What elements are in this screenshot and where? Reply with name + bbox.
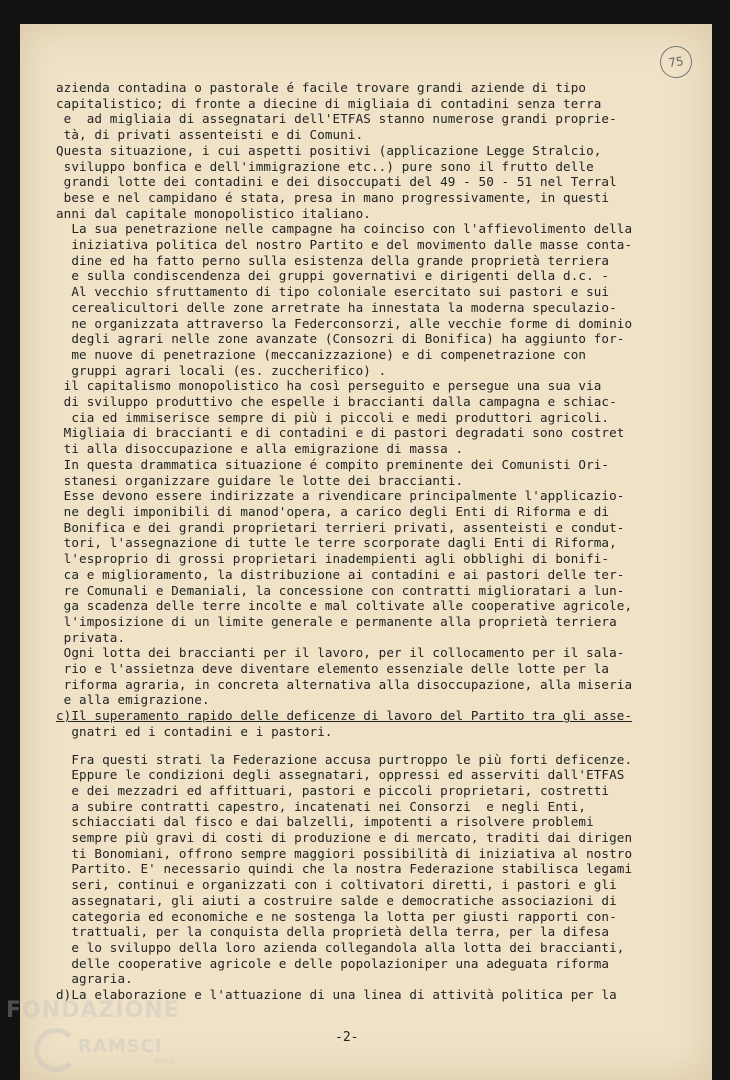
text-line: Fra questi strati la Federazione accusa purtroppo le più forti deficenze. [56, 751, 633, 767]
text-line: rio e l'assietnza deve diventare elemento essenziale delle lotte per la [56, 661, 610, 677]
text-line: Eppure le condizioni degli assegnatari, oppressi ed asserviti dall'ETFAS [56, 767, 625, 783]
document-page [20, 24, 712, 1080]
text-line: tà, di privati assenteisti e di Comuni. [56, 127, 364, 143]
text-line: Ogni lotta dei braccianti per il lavoro, per il collocamento per il sala- [56, 645, 625, 661]
text-line: privata. [56, 629, 126, 645]
text-line: e sulla condiscendenza dei gruppi governativi e dirigenti della d.c. - [56, 268, 610, 284]
text-line: di sviluppo produttivo che espelle i braccianti dalla campagna e schiac- [56, 394, 617, 410]
text-line: delle cooperative agricole e delle popolazioniper una adeguata riforma [56, 955, 610, 971]
watermark-line2: RAMSCI [78, 1036, 163, 1057]
text-line: il capitalismo monopolistico ha così perseguito e persegue una sua via [56, 378, 602, 394]
text-line: Esse devono essere indirizzate a rivendicare principalmente l'applicazio- [56, 488, 625, 504]
text-line: sempre più gravi di costi di produzione e di mercato, traditi dai dirigen [56, 830, 633, 846]
text-line: sviluppo bonfica e dell'immigrazione etc..) pure sono il frutto delle [56, 158, 594, 174]
text-line: e alla emigrazione. [56, 692, 210, 708]
text-line: degli agrari nelle zone avanzate (Consozri di Bonifica) ha aggiunto for- [56, 331, 625, 347]
text-line: gruppi agrari locali (es. zuccherifico) . [56, 362, 387, 378]
text-line: e ad migliaia di assegnatari dell'ETFAS stanno numerose grandi proprie- [56, 111, 617, 127]
gramsci-logo-icon [34, 1028, 78, 1072]
text-line: schiacciati dal fisco e dai balzelli, impotenti a risolvere problemi [56, 814, 594, 830]
text-line: In questa drammatica situazione é compito preminente dei Comunisti Ori- [56, 456, 610, 472]
text-line: e dei mezzadri ed affittuari, pastori e piccoli proprietari, costretti [56, 782, 610, 798]
text-line: gnatri ed i contadini e i pastori. [56, 723, 333, 739]
text-line: trattuali, per la conquista della proprietà della terra, per la difesa [56, 924, 610, 940]
text-line [56, 740, 696, 752]
text-line: ga scadenza delle terre incolte e mal coltivate alle cooperative agricole, [56, 598, 633, 614]
text-line: c)Il superamento rapido delle deficenze di lavoro del Partito tra gli asse- [56, 708, 633, 724]
text-line: Partito. E' necessario quindi che la nostra Federazione stabilisca legami [56, 861, 633, 877]
text-line: azienda contadina o pastorale é facile trovare grandi aziende di tipo [56, 80, 587, 95]
text-line: e lo sviluppo della loro azienda collegandola alla lotta dei braccianti, [56, 939, 625, 955]
text-line: capitalistico; di fronte a diecine di migliaia di contadini senza terra [56, 95, 602, 111]
footer-page-number: -2- [335, 1030, 359, 1045]
text-line: categoria ed economiche e ne sostenga la lotta per giusti rapporti con- [56, 908, 617, 924]
fondazione-gramsci-watermark [6, 998, 206, 1078]
text-line: Al vecchio sfruttamento di tipo coloniale esercitato sui pastori e sui [56, 284, 610, 300]
text-line: Bonifica e dei grandi proprietari terrieri privati, assenteisti e condut- [56, 519, 625, 535]
text-line: l'imposizione di un limite generale e permanente alla proprietà terriera [56, 613, 617, 629]
text-line: ti alla disoccupazione e alla emigrazione di massa . [56, 441, 464, 457]
text-line: tori, l'assegnazione di tutte le terre scorporate dagli Enti di Riforma, [56, 535, 617, 551]
text-line: seri, continui e organizzati con i coltivatori diretti, i pastori e gli [56, 877, 617, 893]
text-line: anni dal capitale monopolistico italiano. [56, 205, 371, 221]
text-line: grandi lotte dei contadini e dei disoccupati del 49 - 50 - 51 nel Terral [56, 174, 617, 190]
typewritten-body [56, 80, 696, 1003]
text-line: bese e nel campidano é stata, presa in mano progressivamente, in questi [56, 189, 610, 205]
text-line: ne degli imponibili di manod'opera, a carico degli Enti di Riforma e di [56, 503, 610, 519]
watermark-sub: onlus [154, 1056, 176, 1065]
text-line: l'esproprio di grossi proprietari inadempienti agli obblighi di bonifi- [56, 551, 610, 567]
text-line: agraria. [56, 971, 133, 987]
text-line: re Comunali e Demaniali, la concessione con contratti miglioratari a lun- [56, 582, 625, 598]
text-line: stanesi organizzare guidare le lotte dei braccianti. [56, 472, 464, 488]
page-stamp: 75 [658, 44, 694, 80]
text-line: La sua penetrazione nelle campagne ha coinciso con l'affievolimento della [56, 221, 633, 237]
text-line: cerealicultori delle zone arretrate ha innestata la moderna speculazio- [56, 299, 617, 315]
text-line: iniziativa politica del nostro Partito e del movimento dalle masse conta- [56, 237, 633, 253]
text-line: me nuove di penetrazione (meccanizzazione) e di compenetrazione con [56, 346, 587, 362]
text-line: Migliaia di braccianti e di contadini e di pastori degradati sono costret [56, 425, 625, 441]
watermark-line1: FONDAZIONE [6, 998, 180, 1023]
text-line: a subire contratti capestro, incatenati nei Consorzi e negli Enti, [56, 798, 587, 814]
text-line: dine ed ha fatto perno sulla esistenza della grande proprietà terriera [56, 252, 610, 268]
text-line: cia ed immiserisce sempre di più i piccoli e medi produttori agricoli. [56, 409, 610, 425]
text-line: ca e miglioramento, la distribuzione ai contadini e ai pastori delle ter- [56, 566, 625, 582]
text-line: Questa situazione, i cui aspetti positivi (applicazione Legge Stralcio, [56, 142, 602, 158]
text-line: ti Bonomiani, offrono sempre maggiori possibilità di iniziativa al nostro [56, 845, 633, 861]
text-line: riforma agraria, in concreta alternativa alla disoccupazione, alla miseria [56, 676, 633, 692]
text-line: ne organizzata attraverso la Federconsorzi, alle vecchie forme di dominio [56, 315, 633, 331]
text-line: d)La elaborazione e l'attuazione di una linea di attività politica per la [56, 987, 617, 1003]
text-line: assegnatari, gli aiuti a costruire salde e democratiche associazioni di [56, 892, 617, 908]
